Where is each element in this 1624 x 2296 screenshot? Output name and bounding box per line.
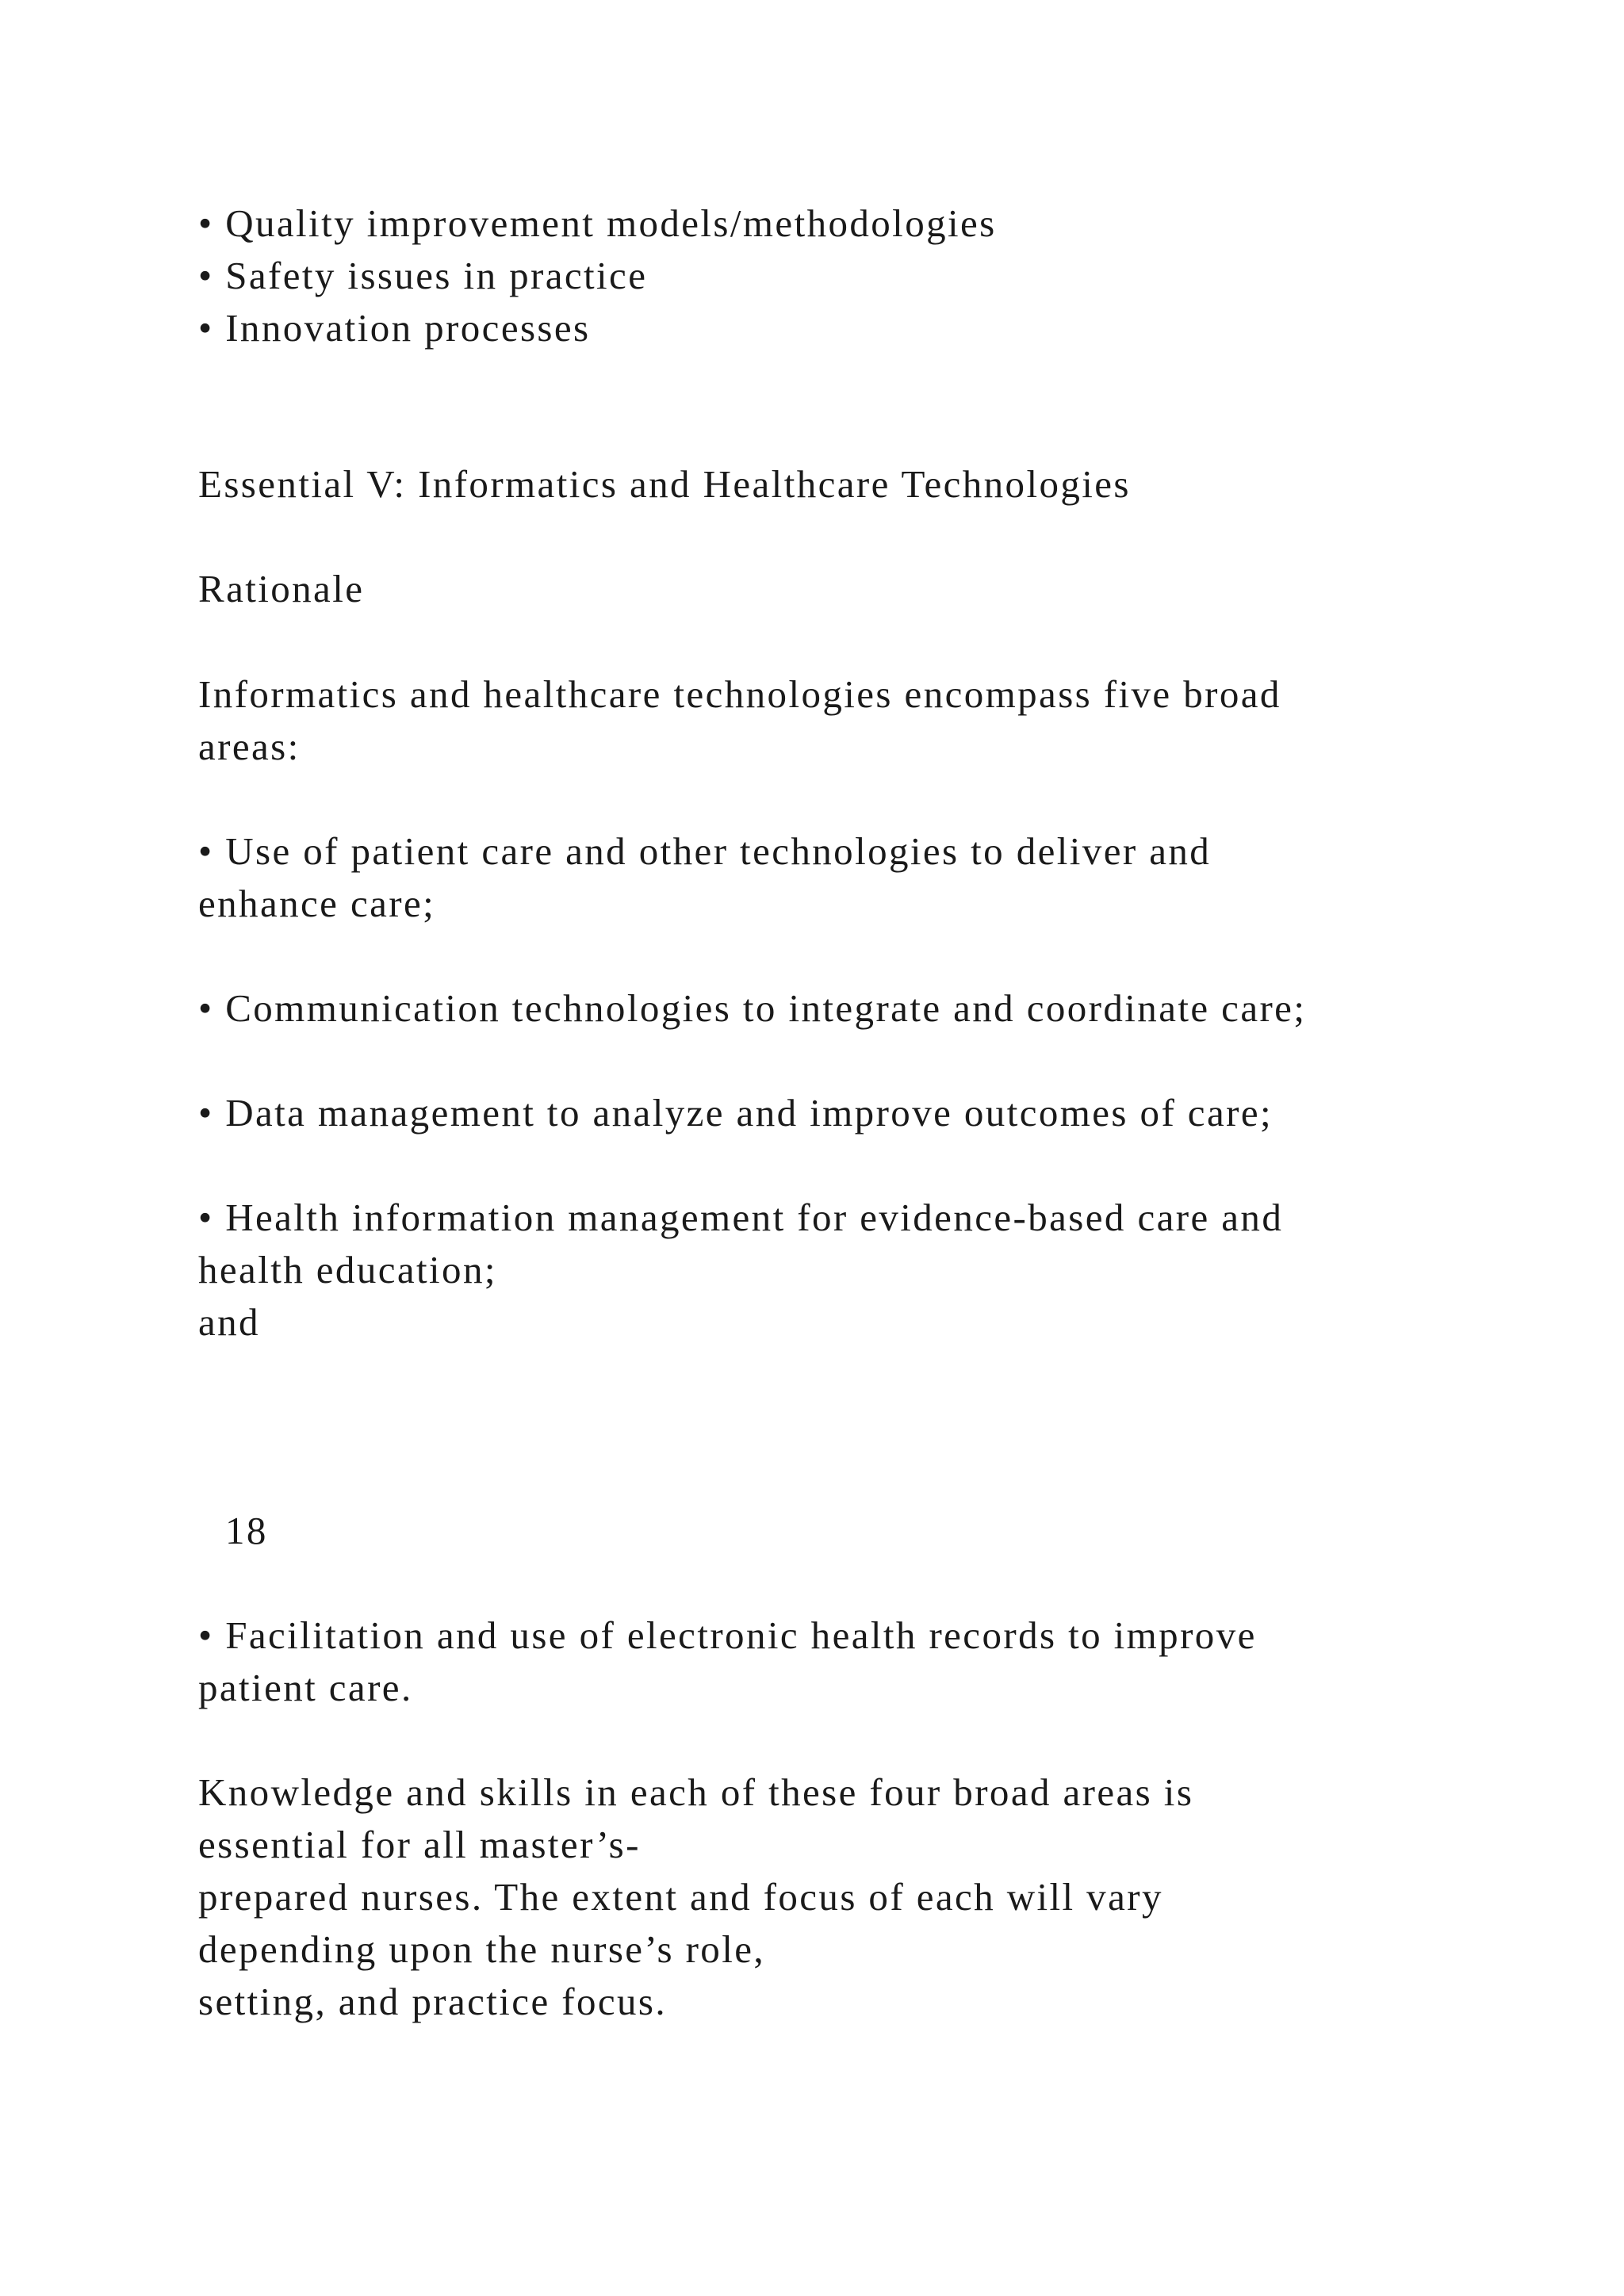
subheading-rationale: Rationale: [198, 567, 365, 610]
bullet-patient-care-line-2: enhance care;: [198, 882, 436, 925]
bullet-patient-care-line-1: • Use of patient care and other technologies to deliver and: [198, 829, 1212, 873]
bullet-safety-issues: • Safety issues in practice: [198, 254, 648, 297]
connector-and: and: [198, 1300, 260, 1344]
paragraph-knowledge-line-5: setting, and practice focus.: [198, 1980, 668, 2023]
paragraph-intro-line-1: Informatics and healthcare technologies encompass five broad: [198, 672, 1281, 716]
section-heading: Essential V: Informatics and Healthcare Technologies: [198, 462, 1131, 506]
bullet-health-information-line-2: health education;: [198, 1248, 497, 1292]
bullet-communication: • Communication technologies to integrate and coordinate care;: [198, 986, 1307, 1030]
bullet-innovation-processes: • Innovation processes: [198, 306, 591, 350]
bullet-ehr-line-2: patient care.: [198, 1666, 413, 1709]
paragraph-knowledge-line-2: essential for all master’s-: [198, 1823, 641, 1866]
paragraph-intro-line-2: areas:: [198, 725, 301, 768]
bullet-data-management: • Data management to analyze and improve outcomes of care;: [198, 1091, 1273, 1135]
paragraph-knowledge-line-3: prepared nurses. The extent and focus of each will vary: [198, 1875, 1163, 1919]
bullet-ehr-line-1: • Facilitation and use of electronic health records to improve: [198, 1613, 1257, 1657]
bullet-health-information-line-1: • Health information management for evidence-based care and: [198, 1196, 1284, 1239]
paragraph-knowledge-line-1: Knowledge and skills in each of these four broad areas is: [198, 1770, 1194, 1814]
page-number: 18: [225, 1509, 268, 1552]
paragraph-knowledge-line-4: depending upon the nurse’s role,: [198, 1927, 766, 1971]
bullet-quality-improvement: • Quality improvement models/methodologies: [198, 201, 997, 245]
